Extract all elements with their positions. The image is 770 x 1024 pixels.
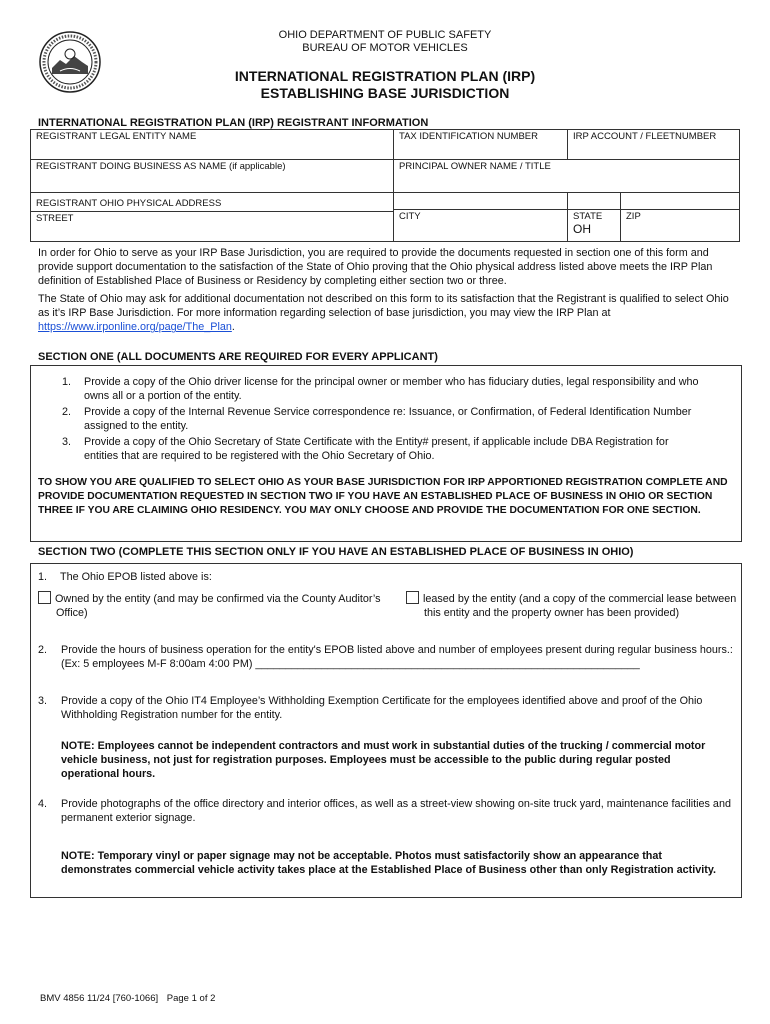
tax-id-label: TAX IDENTIFICATION NUMBER [399,131,538,142]
state-value: OH [573,222,591,236]
street-label: STREET [31,211,393,225]
form-title-line-2: ESTABLISHING BASE JURISDICTION [260,85,510,101]
address-label: REGISTRANT OHIO PHYSICAL ADDRESS [36,198,222,209]
irp-account-label: IRP ACCOUNT / FLEETNUMBER [573,131,717,142]
leased-option-label: leased by the entity (and a copy of the commercial lease between this entity and the property owner has been provided) [423,593,737,619]
state-field[interactable] [568,193,621,242]
agency-name [0,29,770,55]
principal-owner-label: PRINCIPAL OWNER NAME / TITLE [399,161,551,172]
list-item: 2. Provide a copy of the Internal Revenue Service correspondence re: Issuance, or Confirmation, of Federal Identification Number assigned to the entity. [62,406,692,432]
registrant-info-table [30,129,740,242]
form-title [0,68,770,102]
page-number: Page 1 of 2 [166,993,216,1004]
irp-account-field[interactable] [568,130,740,160]
intro-paragraph-2-text: The State of Ohio may ask for additional documentation not described on this form to its satisfaction that the Registrant is qualified to select Ohio as it’s IRP Base Jurisdiction. For more information regarding selection of base jurisdiction, you may view the IRP Plan at [38,293,729,320]
state-label: STATE [573,211,603,222]
list-item: 3. Provide a copy of the Ohio Secretary of State Certificate with the Entity# present, if applicable include DBA Registration for entities that are required to be registered with the Ohio Secretary of Ohio. [62,436,669,462]
intro-paragraph-2-end: . [231,321,235,334]
city-label: CITY [394,209,567,241]
registrant-section-title: INTERNATIONAL REGISTRATION PLAN (IRP) REGISTRANT INFORMATION [38,117,429,129]
owned-option-label: Owned by the entity (and may be confirmed via the County Auditor’s Office) [55,593,381,619]
dba-name-field[interactable] [31,160,394,193]
leased-checkbox[interactable] [406,591,419,604]
agency-line-1: OHIO DEPARTMENT OF PUBLIC SAFETY [278,29,492,41]
section-two-item-3: 3. Provide a copy of the Ohio IT4 Employee’s Withholding Exemption Certificate for the employees identified above and proof of the Ohio Withholding Registration number for the entity. [38,695,703,721]
agency-line-2: BUREAU OF MOTOR VEHICLES [302,42,468,54]
city-field[interactable] [394,193,568,242]
form-title-line-1: INTERNATIONAL REGISTRATION PLAN (IRP) [234,68,536,84]
irp-plan-link[interactable]: https://www.irponline.org/page/The_Plan [38,321,232,334]
section-one-notice: TO SHOW YOU ARE QUALIFIED TO SELECT OHIO AS YOUR BASE JURISDICTION FOR IRP APPORTIONED REGISTRATION COMPLETE AND PROVIDE DOCUMENTATION REQUESTED IN SECTION TWO IF YOU HAVE AN ESTABLISHED PLACE OF BUSINESS IN OHIO OR SECTION THREE IF YOU ARE CLAIMING OHIO RESIDENCY. YOU MAY ONLY CHOOSE AND PROVIDE THE DOCUMENTATION FOR ONE SECTION. [38,477,728,517]
principal-owner-field[interactable] [394,160,740,193]
owned-checkbox[interactable] [38,591,51,604]
section-two-item-1: 1. The Ohio EPOB listed above is: [38,571,212,583]
zip-label: ZIP [621,209,739,241]
page-footer [40,993,215,1004]
section-one-list [62,375,702,463]
section-two-title: SECTION TWO (COMPLETE THIS SECTION ONLY IF YOU HAVE AN ESTABLISHED PLACE OF BUSINESS IN OHIO) [38,546,634,558]
dba-name-label: REGISTRANT DOING BUSINESS AS NAME (if applicable) [36,161,286,172]
tax-id-field[interactable] [394,130,568,160]
street-field[interactable] [31,193,394,242]
owned-option [38,591,406,620]
zip-field[interactable] [621,193,740,242]
section-one-title: SECTION ONE (ALL DOCUMENTS ARE REQUIRED FOR EVERY APPLICANT) [38,351,438,363]
form-id: BMV 4856 11/24 [760-1066] [40,993,159,1004]
hours-input[interactable]: (Ex: 5 employees M-F 8:00am 4:00 PM) ________________________________________________________________ [61,658,640,670]
legal-entity-name-label: REGISTRANT LEGAL ENTITY NAME [36,131,197,142]
list-item: 1. Provide a copy of the Ohio driver license for the principal owner or member who has fiduciary duties, legal responsibility and who owns all or a portion of the entity. [62,376,699,402]
section-two-item-4: 4. Provide photographs of the office directory and interior offices, as well as a street-view showing on-site truck yard, maintenance facilities and permanent exterior signage. [38,798,731,824]
employees-note: NOTE: Employees cannot be independent contractors and must work in substantial duties of the trucking / commercial motor vehicle business, not just for registration purposes. Employees must be accessible to the public during regular posted operational hours. [61,740,706,781]
legal-entity-name-field[interactable] [31,130,394,160]
intro-paragraph-1: In order for Ohio to serve as your IRP Base Jurisdiction, you are required to provide the documents requested in section one of this form and provide support documentation to the satisfaction of the State of Ohio proving that the Ohio physical address listed above meets the IRP Plan definition of Established Place of Business or Residency by completing either section two or three. [38,247,713,288]
section-two-item-2: 2. Provide the hours of business operation for the entity's EPOB listed above and number of employees present during regular business hours.: (Ex: 5 employees M-F 8:00am 4:00 PM) ________________________________________________________________ [38,643,738,671]
leased-option [406,591,754,620]
signage-note: NOTE: Temporary vinyl or paper signage may not be acceptable. Photos must satisfactorily show an appearance that demonstrates commercial vehicle activity takes place at the Established Place of Business other than only Registration activity. [61,850,717,877]
intro-paragraph-2 [38,292,738,335]
